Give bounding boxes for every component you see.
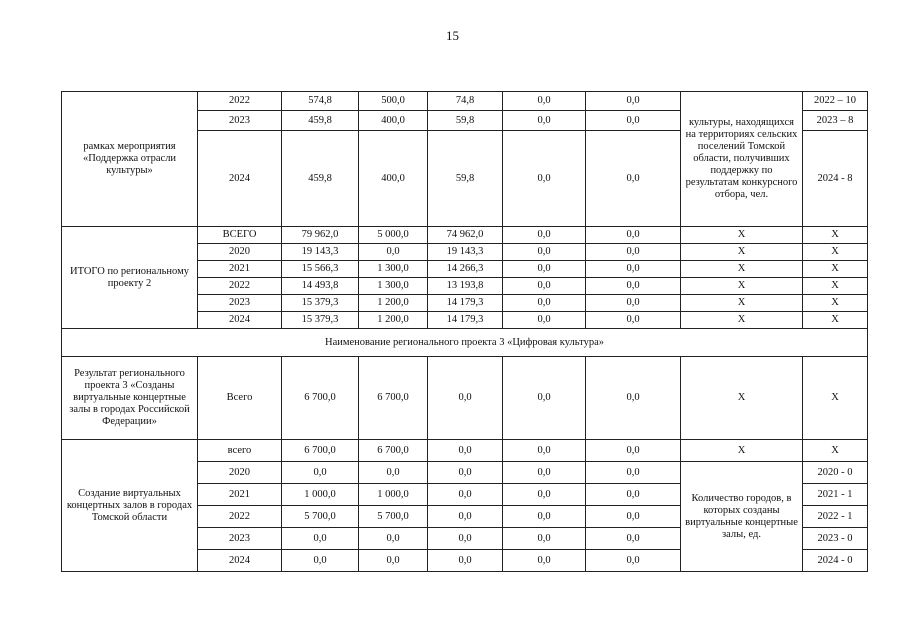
indicator-cell: Х (681, 357, 803, 440)
indicator-cell: Х (681, 440, 803, 462)
total-cell: 459,8 (282, 131, 359, 227)
amount-cell: 0,0 (503, 244, 586, 261)
year-cell: 2021 (198, 261, 282, 278)
amount-cell: 0,0 (503, 227, 586, 244)
amount-cell: 1 300,0 (359, 261, 428, 278)
target-cell: 2024 - 0 (803, 550, 868, 572)
table-row (62, 440, 868, 462)
amount-cell: 0,0 (586, 550, 681, 572)
event-name-cell: рамках мероприятия «Поддержка отрасли культуры» (62, 92, 198, 227)
amount-cell: 0,0 (359, 550, 428, 572)
total-name-cell: ИТОГО по региональному проекту 2 (62, 227, 198, 329)
amount-cell: 0,0 (428, 440, 503, 462)
target-cell: 2021 - 1 (803, 484, 868, 506)
target-cell: 2020 - 0 (803, 462, 868, 484)
total-cell: 15 566,3 (282, 261, 359, 278)
amount-cell: 0,0 (586, 484, 681, 506)
target-cell: 2022 - 1 (803, 506, 868, 528)
amount-cell: 14 266,3 (428, 261, 503, 278)
amount-cell: 0,0 (586, 506, 681, 528)
target-cell: Х (803, 227, 868, 244)
amount-cell: 0,0 (586, 312, 681, 329)
amount-cell: 14 179,3 (428, 312, 503, 329)
indicator-cell: культуры, находящихся на территориях сельских поселений Томской области, получивших поддержку по результатам конкурсного отбора, чел. (681, 92, 803, 227)
year-cell: всего (198, 440, 282, 462)
year-cell: 2021 (198, 484, 282, 506)
table-row (62, 92, 868, 111)
amount-cell: 0,0 (503, 462, 586, 484)
amount-cell: 13 193,8 (428, 278, 503, 295)
amount-cell: 74 962,0 (428, 227, 503, 244)
amount-cell: 0,0 (586, 131, 681, 227)
total-cell: 574,8 (282, 92, 359, 111)
amount-cell: 6 700,0 (359, 440, 428, 462)
total-cell: 0,0 (282, 462, 359, 484)
total-cell: 1 000,0 (282, 484, 359, 506)
total-cell: 5 700,0 (282, 506, 359, 528)
amount-cell: 0,0 (503, 92, 586, 111)
event-name-cell: Создание виртуальных концертных залов в городах Томской области (62, 440, 198, 572)
year-cell: 2024 (198, 131, 282, 227)
amount-cell: 0,0 (428, 506, 503, 528)
amount-cell: 0,0 (586, 111, 681, 131)
total-cell: 79 962,0 (282, 227, 359, 244)
target-cell: Х (803, 278, 868, 295)
amount-cell: 400,0 (359, 131, 428, 227)
indicator-cell: Х (681, 227, 803, 244)
table-row (62, 357, 868, 440)
amount-cell: 59,8 (428, 131, 503, 227)
year-cell: 2020 (198, 462, 282, 484)
year-cell: ВСЕГО (198, 227, 282, 244)
result-name-cell: Результат регионального проекта 3 «Созданы виртуальные концертные залы в городах Российской Федерации» (62, 357, 198, 440)
indicator-cell: Х (681, 244, 803, 261)
amount-cell: 14 179,3 (428, 295, 503, 312)
amount-cell: 0,0 (428, 462, 503, 484)
amount-cell: 0,0 (359, 528, 428, 550)
amount-cell: 59,8 (428, 111, 503, 131)
amount-cell: 6 700,0 (359, 357, 428, 440)
section-row (62, 329, 868, 357)
amount-cell: 0,0 (503, 295, 586, 312)
amount-cell: 1 000,0 (359, 484, 428, 506)
year-cell: 2022 (198, 278, 282, 295)
year-cell: 2022 (198, 92, 282, 111)
amount-cell: 0,0 (359, 244, 428, 261)
target-cell: 2022 – 10 (803, 92, 868, 111)
amount-cell: 0,0 (359, 462, 428, 484)
year-cell: 2022 (198, 506, 282, 528)
section-title: Наименование регионального проекта 3 «Цифровая культура» (62, 329, 868, 357)
total-cell: 0,0 (282, 550, 359, 572)
amount-cell: 5 700,0 (359, 506, 428, 528)
indicator-cell: Х (681, 295, 803, 312)
amount-cell: 0,0 (503, 506, 586, 528)
budget-table (61, 91, 868, 572)
target-cell: 2024 - 8 (803, 131, 868, 227)
amount-cell: 19 143,3 (428, 244, 503, 261)
amount-cell: 0,0 (503, 111, 586, 131)
amount-cell: 0,0 (586, 357, 681, 440)
target-cell: Х (803, 312, 868, 329)
amount-cell: 0,0 (586, 261, 681, 278)
amount-cell: 0,0 (503, 528, 586, 550)
amount-cell: 0,0 (586, 295, 681, 312)
amount-cell: 500,0 (359, 92, 428, 111)
amount-cell: 0,0 (503, 261, 586, 278)
amount-cell: 0,0 (428, 484, 503, 506)
amount-cell: 0,0 (586, 440, 681, 462)
target-cell: Х (803, 244, 868, 261)
indicator-cell: Количество городов, в которых созданы виртуальные концертные залы, ед. (681, 462, 803, 572)
amount-cell: 0,0 (586, 227, 681, 244)
amount-cell: 0,0 (428, 528, 503, 550)
amount-cell: 400,0 (359, 111, 428, 131)
indicator-cell: Х (681, 312, 803, 329)
year-cell: 2020 (198, 244, 282, 261)
total-cell: 459,8 (282, 111, 359, 131)
amount-cell: 0,0 (586, 92, 681, 111)
total-cell: 14 493,8 (282, 278, 359, 295)
table-row (62, 227, 868, 244)
target-cell: Х (803, 261, 868, 278)
total-cell: 19 143,3 (282, 244, 359, 261)
year-cell: 2024 (198, 550, 282, 572)
year-cell: 2023 (198, 528, 282, 550)
total-cell: 0,0 (282, 528, 359, 550)
amount-cell: 0,0 (586, 278, 681, 295)
year-cell: 2023 (198, 111, 282, 131)
total-cell: 15 379,3 (282, 312, 359, 329)
total-cell: 15 379,3 (282, 295, 359, 312)
amount-cell: 74,8 (428, 92, 503, 111)
amount-cell: 0,0 (428, 357, 503, 440)
amount-cell: 0,0 (503, 357, 586, 440)
amount-cell: 1 300,0 (359, 278, 428, 295)
target-cell: Х (803, 357, 868, 440)
amount-cell: 0,0 (586, 244, 681, 261)
total-cell: 6 700,0 (282, 440, 359, 462)
amount-cell: 0,0 (503, 550, 586, 572)
amount-cell: 0,0 (503, 312, 586, 329)
target-cell: Х (803, 440, 868, 462)
amount-cell: 0,0 (428, 550, 503, 572)
amount-cell: 0,0 (586, 462, 681, 484)
year-cell: Всего (198, 357, 282, 440)
year-cell: 2024 (198, 312, 282, 329)
target-cell: 2023 – 8 (803, 111, 868, 131)
amount-cell: 1 200,0 (359, 295, 428, 312)
amount-cell: 0,0 (586, 528, 681, 550)
amount-cell: 0,0 (503, 131, 586, 227)
amount-cell: 1 200,0 (359, 312, 428, 329)
year-cell: 2023 (198, 295, 282, 312)
amount-cell: 0,0 (503, 484, 586, 506)
target-cell: Х (803, 295, 868, 312)
indicator-cell: Х (681, 278, 803, 295)
indicator-cell: Х (681, 261, 803, 278)
amount-cell: 0,0 (503, 278, 586, 295)
target-cell: 2023 - 0 (803, 528, 868, 550)
amount-cell: 5 000,0 (359, 227, 428, 244)
page-number: 15 (446, 28, 459, 43)
amount-cell: 0,0 (503, 440, 586, 462)
total-cell: 6 700,0 (282, 357, 359, 440)
